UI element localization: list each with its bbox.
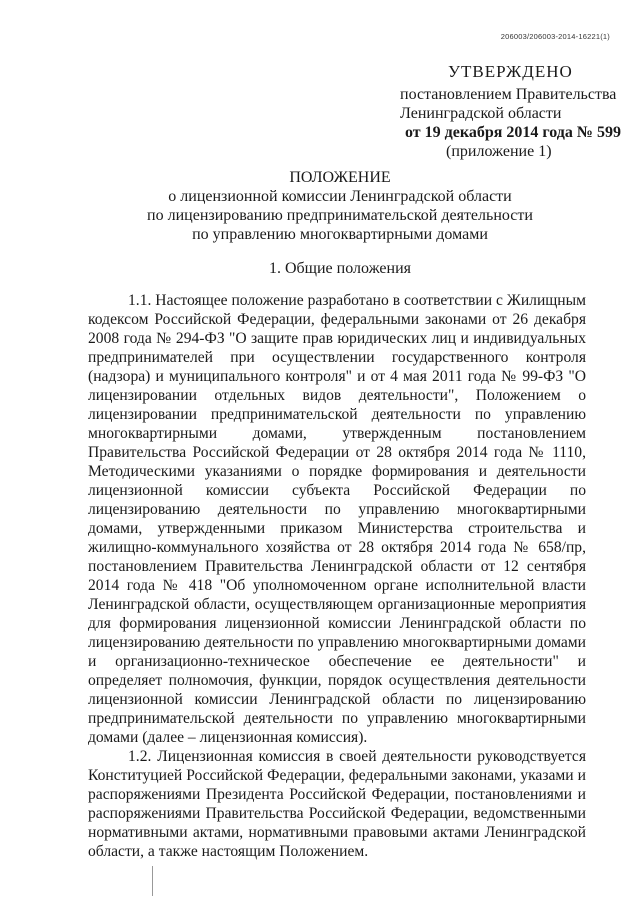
paragraph-1-1: 1.1. Настоящее положение разработано в соответствии с Жилищным кодексом Российской Федерации, федеральными законами от 26 декабря 2008 года № 294-ФЗ "О защите прав юридических лиц и индивидуальных предпринимателей при осуществлении государственного контроля (надзора) и муниципального контроля" и от 4 мая 2011 года № 99-ФЗ "О лицензировании отдельных видов деятельности", Положением о лицензировании предпринимательской деятельности по управлению многоквартирными домами, утвержденным постановлением Правительства Российской Федерации от 28 октября 2014 года № 1110, Методическими указаниями о порядке формирования и деятельности лицензионной комиссии субъекта Российской Федерации по лицензированию деятельности по управлению многоквартирными домами, утвержденными приказом Министерства строительства и жилищно-коммунального хозяйства от 28 октября 2014 года № 658/пр, постановлением Правительства Ленинградской области от 12 сентября 2014 года № 418 "Об уполномоченном органе исполнительной власти Ленинградской области, осуществляющем организационные мероприятия для формирования лицензионной комиссии Ленинградской области по лицензированию деятельности по управлению многоквартирными домами и организационно-техническое обеспечение ее деятельности" и определяет полномочия, функции, порядок осуществления деятельности лицензионной комиссии Ленинградской области по лицензированию предпринимательской деятельности по управлению многоквартирными домами (далее – лицензионная комиссия).: [88, 292, 586, 746]
section-heading: 1. Общие положения: [268, 260, 412, 277]
approval-line-1: постановлением Правительства: [400, 86, 617, 103]
scan-artifact: [152, 866, 153, 896]
title-line-3: по лицензированию предпринимательской деятельности: [147, 207, 533, 224]
section-body: [88, 291, 586, 861]
document-code: 206003/206003-2014-16221(1): [500, 32, 610, 41]
title-line-2: о лицензионной комиссии Ленинградской области: [168, 188, 512, 205]
approval-line-2: Ленинградской области: [400, 105, 562, 122]
approval-appendix: (приложение 1): [446, 143, 552, 160]
approval-stamp: [400, 62, 620, 161]
paragraph-1-2: 1.2. Лицензионная комиссия в своей деятельности руководствуется Конституцией Российской Федерации, федеральными законами, указами и распоряжениями Президента Российской Федерации, постановлениями и распоряжениями Правительства Российской Федерации, ведомственными нормативными актами, нормативными правовыми актами Ленинградской области, а также настоящим Положением.: [88, 748, 586, 860]
approval-heading: УТВЕРЖДЕНО: [448, 62, 573, 81]
title-line-4: по управлению многоквартирными домами: [192, 226, 488, 243]
approval-date: от 19 декабря 2014 года № 599: [405, 124, 621, 141]
title-line-1: ПОЛОЖЕНИЕ: [289, 169, 391, 186]
document-title: [80, 168, 600, 244]
